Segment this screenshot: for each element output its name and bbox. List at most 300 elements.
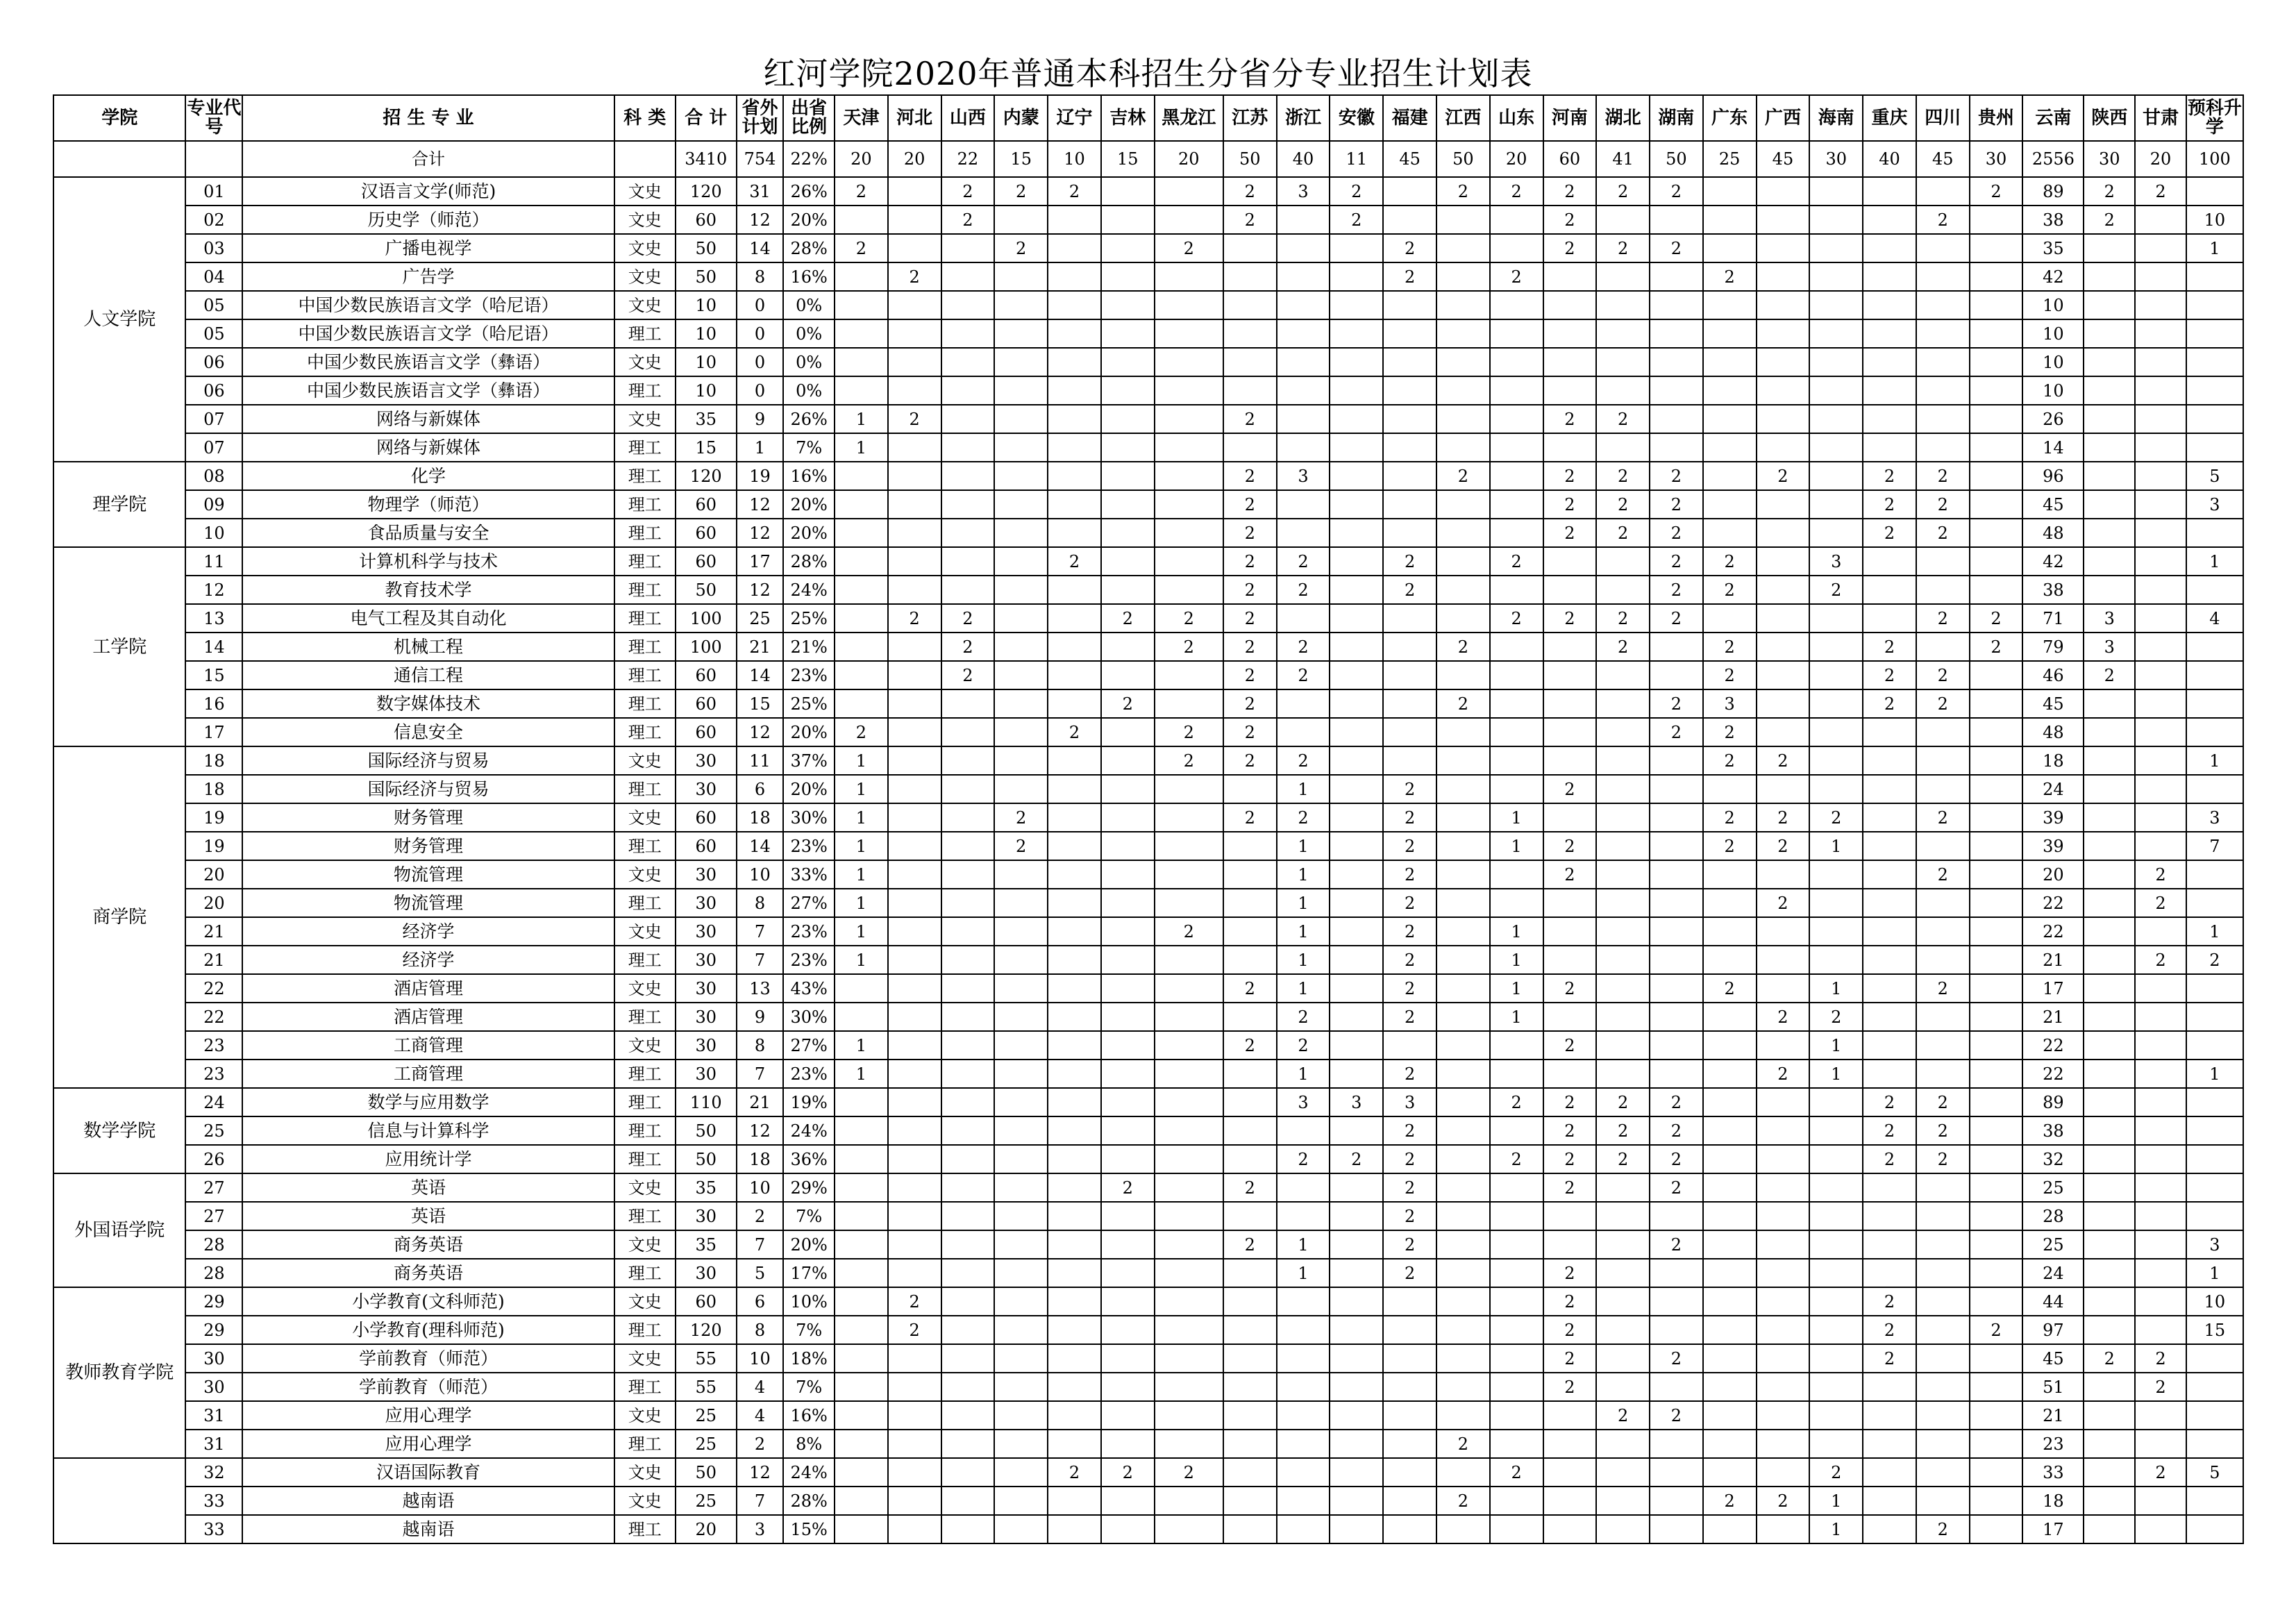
- value-cell: [1863, 946, 1916, 974]
- value-cell: [1101, 177, 1155, 206]
- value-cell: [2084, 519, 2135, 547]
- value-cell: [1757, 1202, 1810, 1230]
- value-cell: [835, 576, 888, 604]
- value-cell: [1048, 519, 1101, 547]
- value-cell: 1: [1809, 1487, 1863, 1515]
- value-cell: [1330, 946, 1383, 974]
- value-cell: [888, 1145, 941, 1173]
- value-cell: [1223, 1088, 1277, 1116]
- value-cell: [1490, 462, 1543, 490]
- value-cell: [1436, 206, 1490, 234]
- value-cell: 2: [888, 604, 941, 633]
- value-cell: [835, 1230, 888, 1259]
- value-cell: [1703, 917, 1757, 946]
- value-cell: [2186, 262, 2243, 291]
- value-cell: [1809, 462, 1863, 490]
- major-code-cell: 30: [185, 1373, 242, 1401]
- value-cell: 30: [676, 1031, 737, 1060]
- value-cell: 4: [737, 1373, 784, 1401]
- subject-type-cell: 文史: [614, 803, 676, 832]
- value-cell: [1490, 206, 1543, 234]
- totals-row: [53, 141, 2243, 177]
- value-cell: 2: [1383, 1202, 1436, 1230]
- subject-type-cell: 理工: [614, 1316, 676, 1344]
- major-name-cell: 应用统计学: [242, 1145, 614, 1173]
- value-cell: [994, 490, 1048, 519]
- value-cell: [1383, 604, 1436, 633]
- value-cell: 1: [1277, 917, 1330, 946]
- value-cell: [1330, 519, 1383, 547]
- value-cell: [2084, 1031, 2135, 1060]
- value-cell: 20%: [783, 519, 835, 547]
- value-cell: [1048, 661, 1101, 689]
- value-cell: [1330, 917, 1383, 946]
- value-cell: 28%: [783, 234, 835, 262]
- value-cell: [835, 1344, 888, 1373]
- value-cell: [2186, 1031, 2243, 1060]
- major-code-cell: 08: [185, 462, 242, 490]
- total-cell: 合计: [242, 141, 614, 177]
- value-cell: [1970, 405, 2023, 433]
- value-cell: 2: [1703, 803, 1757, 832]
- value-cell: [888, 633, 941, 661]
- value-cell: [1809, 946, 1863, 974]
- value-cell: [1650, 746, 1703, 775]
- table-row: [53, 718, 2243, 746]
- value-cell: 2: [1155, 234, 1223, 262]
- total-cell: 40: [1277, 141, 1330, 177]
- value-cell: [2135, 1060, 2186, 1088]
- value-cell: [994, 1515, 1048, 1543]
- table-row: [53, 1173, 2243, 1202]
- value-cell: 38: [2022, 576, 2084, 604]
- value-cell: [1330, 490, 1383, 519]
- value-cell: 2: [2135, 1344, 2186, 1373]
- value-cell: [888, 689, 941, 718]
- value-cell: 2: [1650, 1344, 1703, 1373]
- value-cell: [1543, 889, 1597, 917]
- value-cell: [1757, 1230, 1810, 1259]
- value-cell: [1048, 832, 1101, 860]
- value-cell: [835, 1145, 888, 1173]
- value-cell: [1383, 689, 1436, 718]
- value-cell: [1703, 1230, 1757, 1259]
- value-cell: [835, 462, 888, 490]
- total-cell: [614, 141, 676, 177]
- value-cell: [1596, 1430, 1650, 1458]
- value-cell: 6: [737, 775, 784, 803]
- column-header: 云南: [2022, 95, 2084, 141]
- value-cell: [1048, 576, 1101, 604]
- value-cell: [994, 946, 1048, 974]
- value-cell: 2: [994, 832, 1048, 860]
- value-cell: [2186, 1173, 2243, 1202]
- value-cell: [835, 1088, 888, 1116]
- value-cell: [1596, 1031, 1650, 1060]
- subject-type-cell: 理工: [614, 490, 676, 519]
- value-cell: [1277, 604, 1330, 633]
- value-cell: [1383, 206, 1436, 234]
- value-cell: 10: [2022, 291, 2084, 319]
- value-cell: [1596, 291, 1650, 319]
- value-cell: [1383, 319, 1436, 348]
- value-cell: [888, 1088, 941, 1116]
- value-cell: 10: [2022, 319, 2084, 348]
- value-cell: [1757, 946, 1810, 974]
- value-cell: [2186, 1430, 2243, 1458]
- value-cell: 2: [1383, 576, 1436, 604]
- major-name-cell: 信息安全: [242, 718, 614, 746]
- value-cell: [1277, 1316, 1330, 1344]
- value-cell: [994, 1487, 1048, 1515]
- value-cell: [1490, 1430, 1543, 1458]
- value-cell: 60: [676, 689, 737, 718]
- value-cell: 2: [941, 633, 995, 661]
- value-cell: [1223, 1458, 1277, 1487]
- value-cell: [1757, 433, 1810, 462]
- value-cell: [1490, 1487, 1543, 1515]
- value-cell: [835, 262, 888, 291]
- value-cell: 23%: [783, 917, 835, 946]
- subject-type-cell: 理工: [614, 1259, 676, 1287]
- value-cell: [835, 319, 888, 348]
- value-cell: 30: [676, 1003, 737, 1031]
- value-cell: [994, 746, 1048, 775]
- value-cell: [1155, 1088, 1223, 1116]
- value-cell: 2: [1596, 234, 1650, 262]
- value-cell: [2084, 490, 2135, 519]
- value-cell: [835, 604, 888, 633]
- value-cell: 19: [737, 462, 784, 490]
- value-cell: [1436, 1202, 1490, 1230]
- subject-type-cell: 文史: [614, 860, 676, 889]
- value-cell: [2084, 1287, 2135, 1316]
- value-cell: [2084, 718, 2135, 746]
- value-cell: 2: [1543, 490, 1597, 519]
- value-cell: 1: [1809, 1060, 1863, 1088]
- value-cell: [1543, 433, 1597, 462]
- major-name-cell: 应用心理学: [242, 1401, 614, 1430]
- value-cell: 60: [676, 661, 737, 689]
- value-cell: [1543, 1430, 1597, 1458]
- value-cell: [1703, 348, 1757, 376]
- value-cell: 20%: [783, 775, 835, 803]
- value-cell: [2186, 775, 2243, 803]
- value-cell: [1863, 348, 1916, 376]
- value-cell: [1155, 177, 1223, 206]
- value-cell: [1757, 206, 1810, 234]
- value-cell: [1330, 1287, 1383, 1316]
- value-cell: [941, 1344, 995, 1373]
- value-cell: [1048, 262, 1101, 291]
- value-cell: 1: [835, 946, 888, 974]
- value-cell: [1383, 177, 1436, 206]
- value-cell: 1: [1490, 832, 1543, 860]
- value-cell: [1277, 1373, 1330, 1401]
- value-cell: [1703, 1031, 1757, 1060]
- value-cell: [1101, 803, 1155, 832]
- major-code-cell: 29: [185, 1287, 242, 1316]
- value-cell: [1048, 1173, 1101, 1202]
- major-name-cell: 中国少数民族语言文学（彝语）: [242, 376, 614, 405]
- value-cell: [1543, 661, 1597, 689]
- value-cell: [1596, 1230, 1650, 1259]
- value-cell: [1155, 1116, 1223, 1145]
- value-cell: 50: [676, 1116, 737, 1145]
- value-cell: [1650, 974, 1703, 1003]
- value-cell: 12: [737, 1116, 784, 1145]
- value-cell: [1970, 433, 2023, 462]
- value-cell: 2: [1757, 1060, 1810, 1088]
- value-cell: [1155, 946, 1223, 974]
- subject-type-cell: 文史: [614, 1230, 676, 1259]
- value-cell: [1703, 519, 1757, 547]
- total-cell: 100: [2186, 141, 2243, 177]
- value-cell: [941, 1088, 995, 1116]
- value-cell: [1490, 405, 1543, 433]
- value-cell: [1543, 917, 1597, 946]
- table-row: [53, 604, 2243, 633]
- value-cell: 55: [676, 1344, 737, 1373]
- major-code-cell: 23: [185, 1060, 242, 1088]
- major-name-cell: 物理学（师范）: [242, 490, 614, 519]
- value-cell: [2135, 661, 2186, 689]
- value-cell: [2135, 319, 2186, 348]
- value-cell: [2186, 405, 2243, 433]
- value-cell: [1970, 1487, 2023, 1515]
- value-cell: [1596, 1287, 1650, 1316]
- value-cell: [1383, 1515, 1436, 1543]
- value-cell: [1970, 319, 2023, 348]
- value-cell: [1223, 1344, 1277, 1373]
- value-cell: 2: [1650, 718, 1703, 746]
- table-row: [53, 1060, 2243, 1088]
- value-cell: [2135, 405, 2186, 433]
- value-cell: [1596, 206, 1650, 234]
- value-cell: [1757, 490, 1810, 519]
- column-header: 省外计划: [737, 95, 784, 141]
- subject-type-cell: 理工: [614, 718, 676, 746]
- major-code-cell: 18: [185, 775, 242, 803]
- value-cell: 2: [1223, 462, 1277, 490]
- value-cell: 2: [1383, 803, 1436, 832]
- value-cell: [994, 860, 1048, 889]
- value-cell: [888, 1373, 941, 1401]
- value-cell: [2186, 1487, 2243, 1515]
- column-header: 湖北: [1596, 95, 1650, 141]
- value-cell: [1490, 1316, 1543, 1344]
- value-cell: [1703, 1259, 1757, 1287]
- value-cell: [1155, 1259, 1223, 1287]
- value-cell: [888, 490, 941, 519]
- table-row: [53, 633, 2243, 661]
- value-cell: [1436, 1088, 1490, 1116]
- value-cell: [2135, 1202, 2186, 1230]
- total-cell: 20: [888, 141, 941, 177]
- value-cell: [2135, 576, 2186, 604]
- value-cell: [1223, 1116, 1277, 1145]
- value-cell: 7: [737, 946, 784, 974]
- major-name-cell: 小学教育(文科师范): [242, 1287, 614, 1316]
- value-cell: [994, 1373, 1048, 1401]
- value-cell: 2: [1596, 1401, 1650, 1430]
- value-cell: [888, 1031, 941, 1060]
- value-cell: 26: [2022, 405, 2084, 433]
- value-cell: [2186, 1373, 2243, 1401]
- value-cell: 38: [2022, 206, 2084, 234]
- total-cell: 3410: [676, 141, 737, 177]
- value-cell: [941, 319, 995, 348]
- value-cell: [1916, 291, 1970, 319]
- value-cell: 33%: [783, 860, 835, 889]
- value-cell: 21%: [783, 633, 835, 661]
- value-cell: [888, 1487, 941, 1515]
- value-cell: [1101, 889, 1155, 917]
- value-cell: [1809, 718, 1863, 746]
- major-code-cell: 02: [185, 206, 242, 234]
- major-name-cell: 酒店管理: [242, 974, 614, 1003]
- value-cell: 28%: [783, 547, 835, 576]
- subject-type-cell: 理工: [614, 1060, 676, 1088]
- value-cell: 7: [737, 1487, 784, 1515]
- major-code-cell: 28: [185, 1259, 242, 1287]
- value-cell: [1703, 405, 1757, 433]
- value-cell: [1916, 775, 1970, 803]
- major-name-cell: 物流管理: [242, 889, 614, 917]
- value-cell: [1596, 1316, 1650, 1344]
- value-cell: [1809, 917, 1863, 946]
- value-cell: [1101, 376, 1155, 405]
- value-cell: 2: [1703, 262, 1757, 291]
- major-name-cell: 国际经济与贸易: [242, 746, 614, 775]
- value-cell: 10: [2022, 376, 2084, 405]
- value-cell: 24%: [783, 1458, 835, 1487]
- value-cell: 2: [1223, 974, 1277, 1003]
- major-name-cell: 工商管理: [242, 1031, 614, 1060]
- value-cell: [1048, 1259, 1101, 1287]
- value-cell: 2: [2084, 177, 2135, 206]
- value-cell: [1383, 1401, 1436, 1430]
- value-cell: 3: [2186, 1230, 2243, 1259]
- value-cell: [994, 1116, 1048, 1145]
- value-cell: 28: [2022, 1202, 2084, 1230]
- value-cell: 2: [1596, 1145, 1650, 1173]
- value-cell: 1: [2186, 1060, 2243, 1088]
- value-cell: [1757, 775, 1810, 803]
- value-cell: [1703, 1401, 1757, 1430]
- value-cell: 9: [737, 1003, 784, 1031]
- value-cell: [1863, 1458, 1916, 1487]
- subject-type-cell: 理工: [614, 433, 676, 462]
- value-cell: [1596, 946, 1650, 974]
- subject-type-cell: 理工: [614, 1116, 676, 1145]
- total-cell: 11: [1330, 141, 1383, 177]
- table-row: [53, 206, 2243, 234]
- value-cell: [2186, 1202, 2243, 1230]
- value-cell: [1703, 1145, 1757, 1173]
- value-cell: 3: [1383, 1088, 1436, 1116]
- value-cell: [2135, 1088, 2186, 1116]
- value-cell: [1436, 348, 1490, 376]
- value-cell: [1383, 661, 1436, 689]
- value-cell: [994, 1202, 1048, 1230]
- value-cell: 10: [737, 1344, 784, 1373]
- value-cell: [1490, 1287, 1543, 1316]
- value-cell: [1863, 1230, 1916, 1259]
- value-cell: [1863, 1031, 1916, 1060]
- value-cell: 2: [1916, 490, 1970, 519]
- value-cell: [1596, 547, 1650, 576]
- value-cell: [1596, 803, 1650, 832]
- value-cell: [1757, 1088, 1810, 1116]
- value-cell: 1: [1277, 1230, 1330, 1259]
- value-cell: [1277, 689, 1330, 718]
- value-cell: [1863, 376, 1916, 405]
- value-cell: 2: [1543, 1031, 1597, 1060]
- value-cell: [1383, 1373, 1436, 1401]
- value-cell: 2: [1223, 547, 1277, 576]
- value-cell: 22: [2022, 1031, 2084, 1060]
- table-row: [53, 689, 2243, 718]
- value-cell: [1330, 1173, 1383, 1202]
- value-cell: [835, 1202, 888, 1230]
- value-cell: [1277, 376, 1330, 405]
- value-cell: 18: [2022, 1487, 2084, 1515]
- value-cell: 2: [1277, 1003, 1330, 1031]
- major-code-cell: 20: [185, 889, 242, 917]
- value-cell: [888, 860, 941, 889]
- value-cell: [1155, 376, 1223, 405]
- value-cell: [1155, 1373, 1223, 1401]
- value-cell: [1863, 917, 1916, 946]
- value-cell: [1916, 234, 1970, 262]
- value-cell: 2: [1490, 177, 1543, 206]
- value-cell: 2: [1650, 462, 1703, 490]
- table-row: [53, 775, 2243, 803]
- value-cell: [1703, 291, 1757, 319]
- value-cell: [1863, 1202, 1916, 1230]
- major-name-cell: 历史学（师范）: [242, 206, 614, 234]
- value-cell: [1048, 1316, 1101, 1344]
- subject-type-cell: 文史: [614, 917, 676, 946]
- subject-type-cell: 理工: [614, 462, 676, 490]
- value-cell: 1: [835, 775, 888, 803]
- value-cell: 120: [676, 462, 737, 490]
- value-cell: [2135, 1003, 2186, 1031]
- value-cell: 44: [2022, 1287, 2084, 1316]
- value-cell: [888, 917, 941, 946]
- column-header: 内蒙: [994, 95, 1048, 141]
- value-cell: [1650, 1202, 1703, 1230]
- table-row: [53, 1458, 2243, 1487]
- value-cell: [1048, 376, 1101, 405]
- value-cell: [835, 1401, 888, 1430]
- value-cell: 14: [737, 832, 784, 860]
- value-cell: 2: [1970, 604, 2023, 633]
- value-cell: [835, 376, 888, 405]
- value-cell: [1543, 1458, 1597, 1487]
- value-cell: 24%: [783, 576, 835, 604]
- value-cell: [1703, 604, 1757, 633]
- value-cell: 1: [835, 746, 888, 775]
- value-cell: [1048, 803, 1101, 832]
- table-row: [53, 1430, 2243, 1458]
- total-cell: 22%: [783, 141, 835, 177]
- value-cell: [1277, 1401, 1330, 1430]
- value-cell: [1596, 917, 1650, 946]
- value-cell: [1703, 490, 1757, 519]
- value-cell: [1809, 490, 1863, 519]
